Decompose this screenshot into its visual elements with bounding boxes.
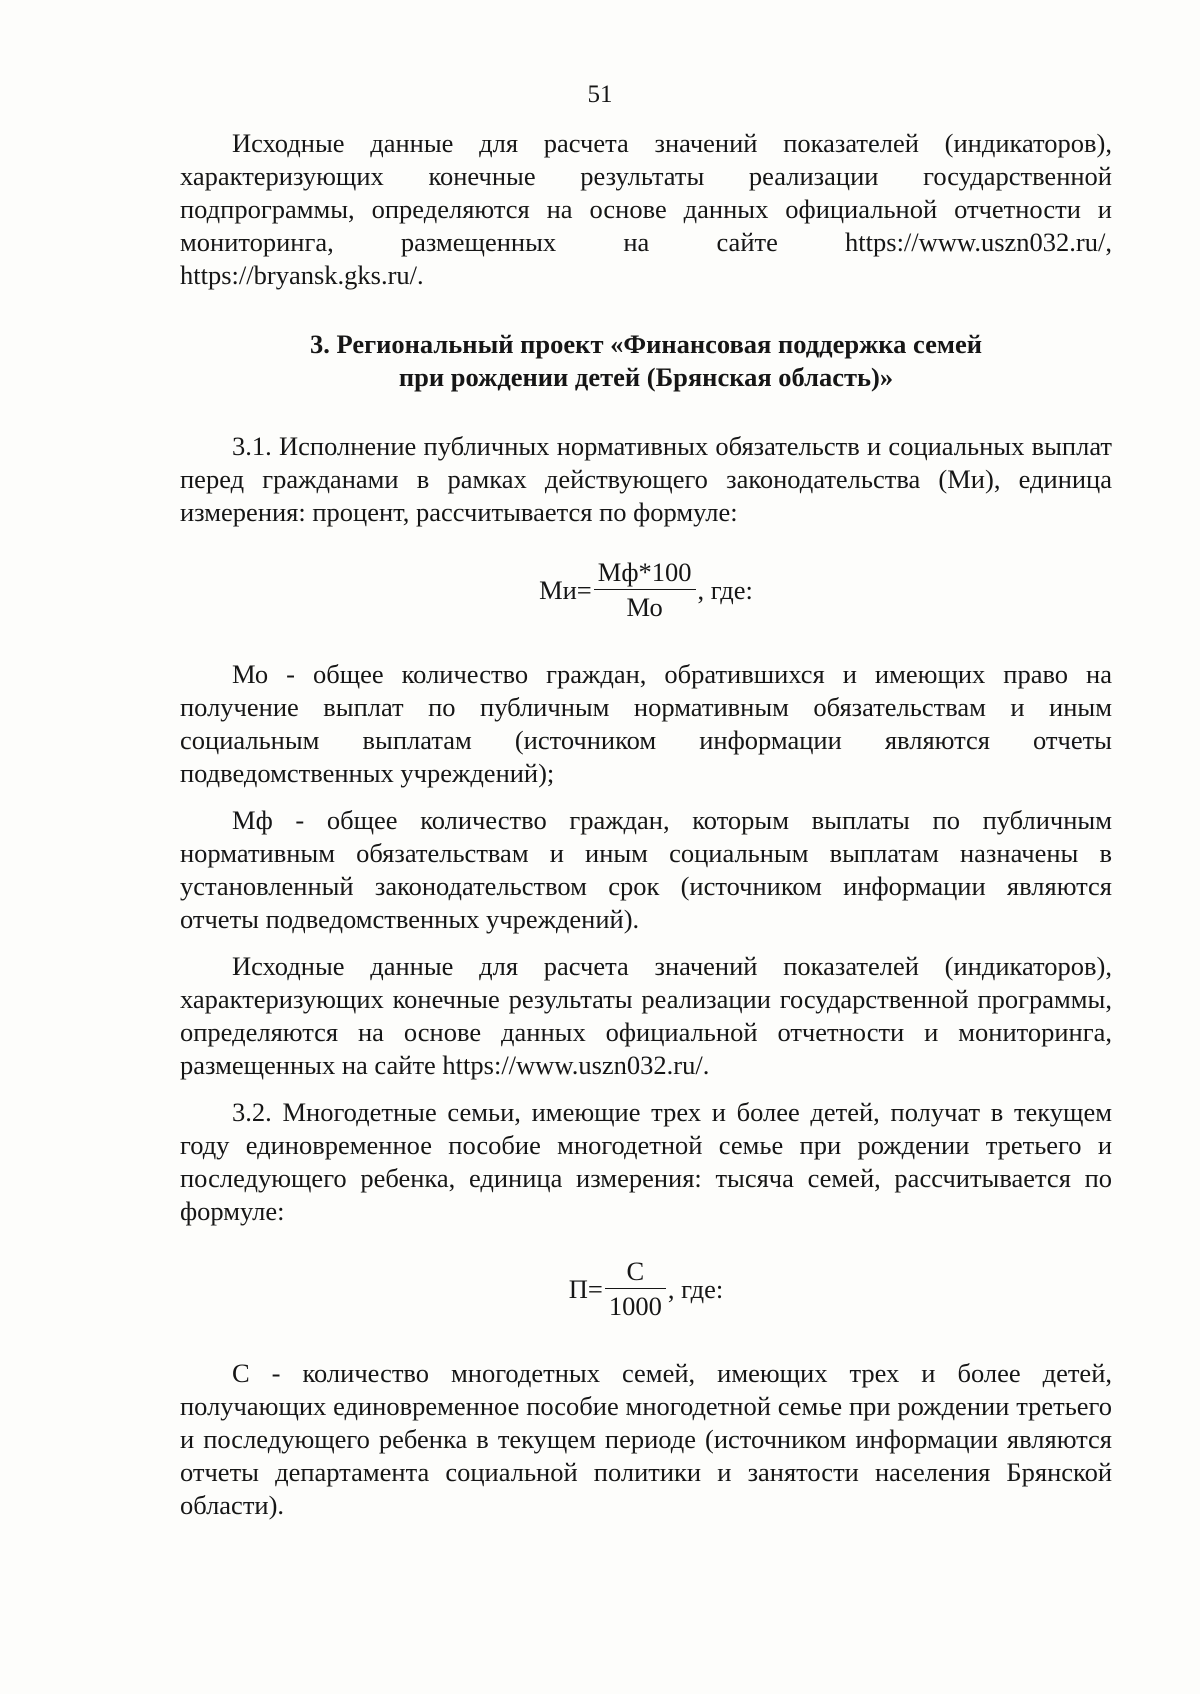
formula-mi-numerator: Мф*100 [594, 557, 696, 590]
item-3-1-paragraph: 3.1. Исполнение публичных нормативных обязательств и социальных выплат перед гражданами в рамках действующего законодательства (Ми), единица измерения: процент, рассчитывается по формуле: [180, 431, 1112, 527]
definition-mf: Мф - общее количество граждан, которым выплаты по публичным нормативным обязательствам и иным социальным выплатам назначены в установленный законодательством срок (источником информации являются отчеты подведомственных учреждений). [180, 805, 1112, 934]
section-heading [180, 328, 1112, 394]
intro-paragraph: Исходные данные для расчета значений показателей (индикаторов), характеризующих конечные результаты реализации государственной подпрограммы, определяются на основе данных официальной отчетности и мониторинга, размещенных на сайте https://www.uszn032.ru/, https://bryansk.gks.ru/. [180, 128, 1112, 290]
section-heading-line-1: 3. Региональный проект «Финансовая поддержка семей [310, 329, 982, 359]
formula-p-suffix: , где: [667, 1273, 724, 1304]
formula-p-lhs: П= [568, 1273, 603, 1304]
formula-mi [180, 557, 1112, 622]
formula-p-numerator: С [605, 1256, 666, 1289]
document-body [180, 127, 1112, 1522]
formula-mi-fraction [594, 557, 696, 622]
item-3-2-paragraph: 3.2. Многодетные семьи, имеющие трех и более детей, получат в текущем году единовременное пособие многодетной семье при рождении третьего и последующего ребенка, единица измерения: тысяча семей, рассчитывается по формуле: [180, 1097, 1112, 1226]
definition-c: С - количество многодетных семей, имеющих трех и более детей, получающих единовременное пособие многодетной семье при рождении третьего и последующего ребенка в текущем периоде (источником информации являются отчеты департамента социальной политики и занятости населения Брянской области). [180, 1358, 1112, 1520]
formula-p-fraction [605, 1256, 666, 1321]
definition-mo: Мо - общее количество граждан, обратившихся и имеющих право на получение выплат по публичным нормативным обязательствам и иным социальным выплатам (источником информации являются отчеты подведомственных учреждений); [180, 659, 1112, 788]
formula-mi-lhs: Ми= [539, 574, 592, 605]
formula-mi-suffix: , где: [697, 574, 753, 605]
formula-p [180, 1256, 1112, 1321]
formula-mi-denominator: Мо [626, 592, 663, 622]
formula-p-denominator: 1000 [608, 1291, 662, 1321]
page-number: 51 [587, 81, 613, 108]
source-paragraph: Исходные данные для расчета значений показателей (индикаторов), характеризующих конечные результаты реализации государственной программы, определяются на основе данных официальной отчетности и мониторинга, размещенных на сайте https://www.uszn032.ru/. [180, 951, 1112, 1080]
section-heading-line-2: при рождении детей (Брянская область)» [398, 362, 894, 392]
